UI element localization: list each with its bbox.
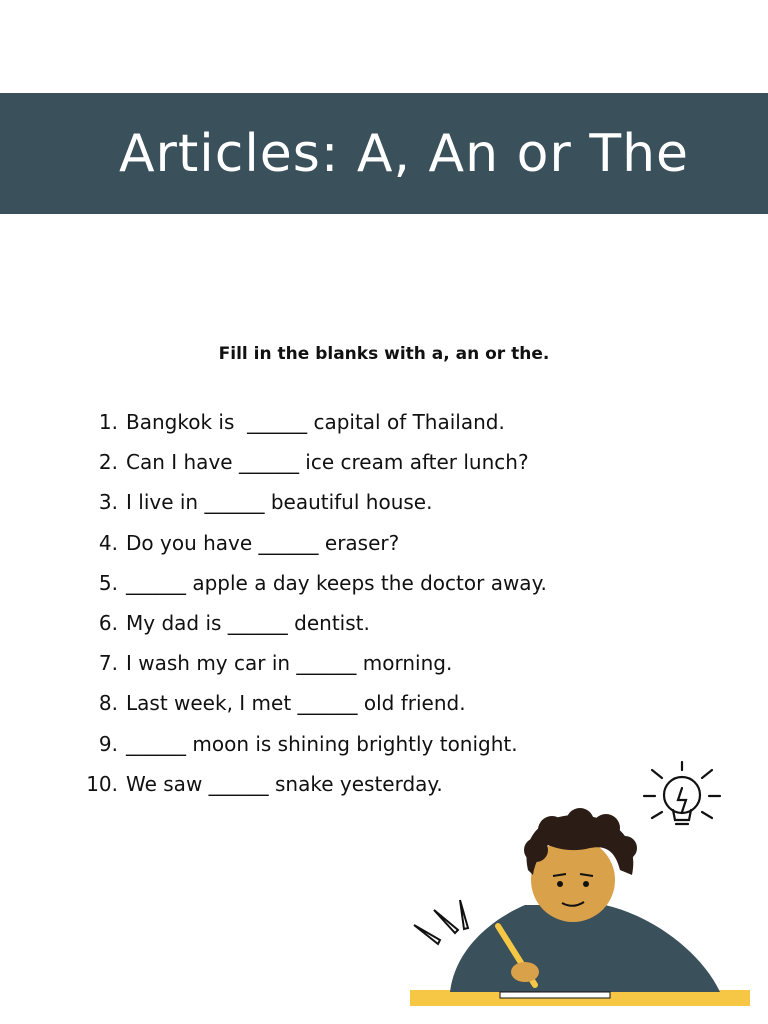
- question-text: Do you have ______ eraser?: [126, 530, 400, 555]
- question-number: 1.: [98, 410, 118, 435]
- instructions: Fill in the blanks with a, an or the.: [218, 344, 550, 364]
- question-item: [80, 402, 700, 442]
- question-item: [80, 643, 700, 683]
- question-item: [80, 523, 700, 563]
- question-number: 9.: [98, 731, 118, 756]
- question-text: I live in ______ beautiful house.: [126, 490, 433, 515]
- question-item: [80, 442, 700, 482]
- question-number: 3.: [98, 490, 118, 515]
- question-text: ______ moon is shining brightly tonight.: [126, 731, 518, 756]
- lightbulb-icon: [644, 762, 720, 824]
- question-number: 8.: [98, 691, 118, 716]
- question-item: [80, 603, 700, 643]
- emphasis-marks: [414, 900, 468, 944]
- paper: [500, 992, 610, 998]
- question-number: 7.: [98, 651, 118, 676]
- question-list: [80, 402, 700, 804]
- question-item: [80, 683, 700, 723]
- question-text: Can I have ______ ice cream after lunch?: [126, 450, 529, 475]
- question-item: [80, 563, 700, 603]
- question-number: 5.: [98, 570, 118, 595]
- question-item: [80, 482, 700, 522]
- title-banner: [0, 93, 768, 214]
- page-title: Articles: A, An or The: [118, 123, 690, 184]
- question-number: 2.: [98, 450, 118, 475]
- question-text: We saw ______ snake yesterday.: [126, 771, 443, 796]
- question-text: Bangkok is ______ capital of Thailand.: [126, 410, 505, 435]
- student-writing-illustration: [400, 755, 768, 1024]
- question-text: My dad is ______ dentist.: [126, 611, 370, 636]
- question-text: I wash my car in ______ morning.: [126, 651, 453, 676]
- question-number: 6.: [98, 611, 118, 636]
- question-text: ______ apple a day keeps the doctor away.: [126, 570, 547, 595]
- question-number: 4.: [98, 530, 118, 555]
- question-text: Last week, I met ______ old friend.: [126, 691, 466, 716]
- question-number: 10.: [86, 771, 118, 796]
